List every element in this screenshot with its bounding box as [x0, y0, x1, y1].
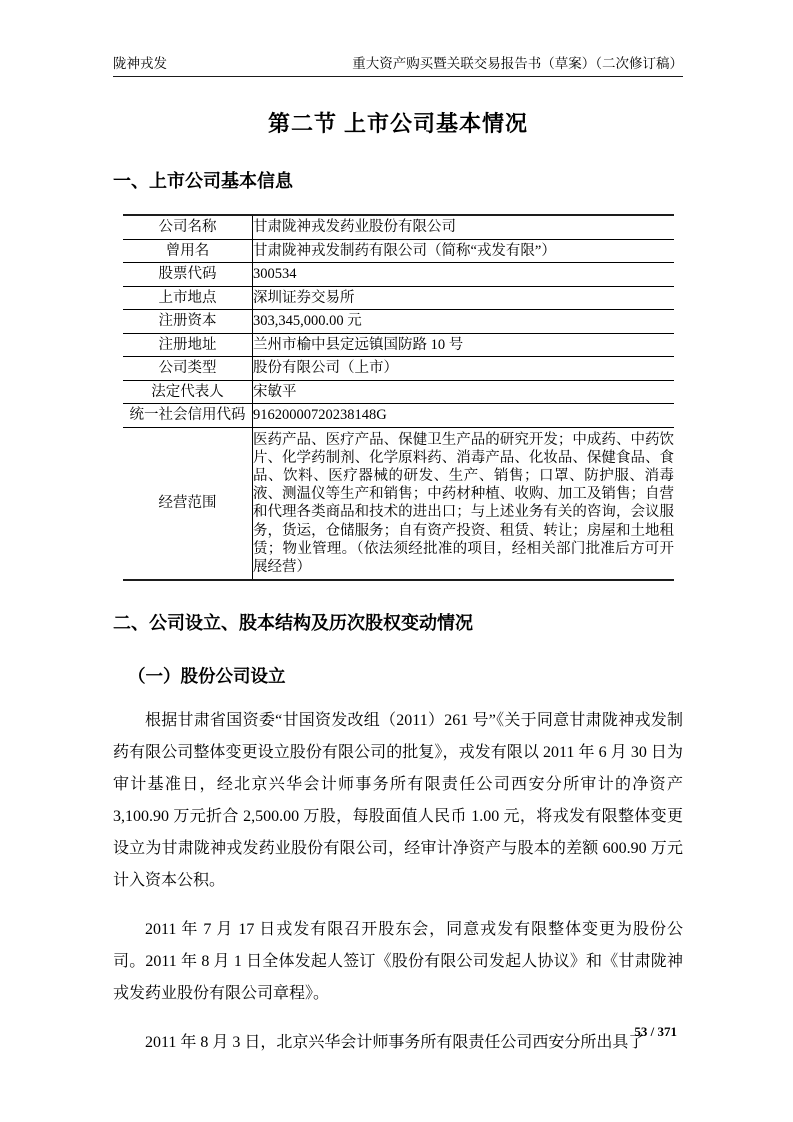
row-value: 医药产品、医疗产品、保健卫生产品的研究开发；中成药、中药饮片、化学药制剂、化学原料药、消毒产品、化妆品、保健食品、食品、饮料、医疗器械的研发、生产、销售；口罩、防护服、消毒液、测温仪等生产和销售；中药材种植、收购、加工及销售；自营和代理各类商品和技术的进出口；与上述业务有关的咨询，会议服务，货运，仓储服务；自有资产投资、租赁、转让；房屋和土地租赁；物业管理。（依法须经批准的项目，经相关部门批准后方可开展经营）: [253, 427, 675, 580]
row-value: 深圳证券交易所: [253, 286, 675, 310]
table-row: [123, 286, 674, 310]
row-label: 公司名称: [158, 219, 217, 235]
table-row: [123, 310, 674, 334]
row-label: 股票代码: [123, 263, 253, 287]
row-label: 公司类型: [123, 357, 253, 381]
row-value: 甘肃陇神戎发制药有限公司（简称“戎发有限”）: [253, 239, 675, 263]
row-value: 宋敏平: [253, 380, 675, 404]
table-row: [123, 215, 674, 239]
table-row: [123, 263, 674, 287]
row-value: 91620000720238148G: [253, 404, 675, 428]
row-value: 股份有限公司（上市）: [253, 357, 675, 381]
row-label: 法定代表人: [123, 380, 253, 404]
chapter-title: 第二节 上市公司基本情况: [267, 111, 529, 136]
section-heading-establishment: 二、公司设立、股本结构及历次股权变动情况: [113, 613, 473, 634]
table-row-business-scope: [123, 427, 674, 580]
row-label: 注册地址: [123, 333, 253, 357]
table-row: [123, 239, 674, 263]
row-label: 注册资本: [123, 310, 253, 334]
section-heading-basic-info: 一、上市公司基本信息: [113, 171, 293, 191]
row-label: 统一社会信用代码: [123, 404, 253, 428]
paragraph: 2011 年 7 月 17 日戎发有限召开股东会，同意戎发有限整体变更为股份公司。2011 年 8 月 1 日全体发起人签订《股份有限公司发起人协议》和《甘肃陇神戎发药业股份有限公司章程》。: [113, 921, 683, 1003]
subsection-heading-company-founding: （一）股份公司设立: [128, 666, 286, 687]
table-row: [123, 404, 674, 428]
body-text: [113, 705, 683, 1059]
row-label: 曾用名: [123, 239, 253, 263]
page-header: [113, 55, 683, 77]
page-number: 53 / 371: [634, 1024, 677, 1039]
row-value: 兰州市榆中县定远镇国防路 10 号: [253, 333, 675, 357]
table-row: [123, 357, 674, 381]
row-label: 上市地点: [123, 286, 253, 310]
row-label: 经营范围: [123, 427, 253, 580]
company-info-table: [123, 214, 674, 581]
row-value: 甘肃陇神戎发药业股份有限公司: [253, 215, 675, 239]
paragraph: 根据甘肃省国资委“甘国资发改组（2011）261 号”《关于同意甘肃陇神戎发制药有限公司整体变更设立股份有限公司的批复》，戎发有限以 2011 年 6 月 30 日为审计基准日，经北京兴华会计师事务所有限责任公司西安分所审计的净资产 3,100.90 万元折合 2,500.00 万股，每股面值人民币 1.00 元，将戎发有限整体变更设立为甘肃陇神戎发药业股份有限公司，经审计净资产与股本的差额 600.90 万元计入资本公积。: [113, 712, 683, 890]
table-row: [123, 333, 674, 357]
table-row: [123, 380, 674, 404]
row-value: 300534: [253, 263, 675, 287]
paragraph: 2011 年 8 月 3 日，北京兴华会计师事务所有限责任公司西安分所出具了: [145, 1034, 645, 1052]
header-company-short-name: 陇神戎发: [113, 56, 167, 71]
header-report-title: 重大资产购买暨关联交易报告书（草案）（二次修订稿）: [352, 56, 683, 71]
row-value: 303,345,000.00 元: [253, 310, 675, 334]
